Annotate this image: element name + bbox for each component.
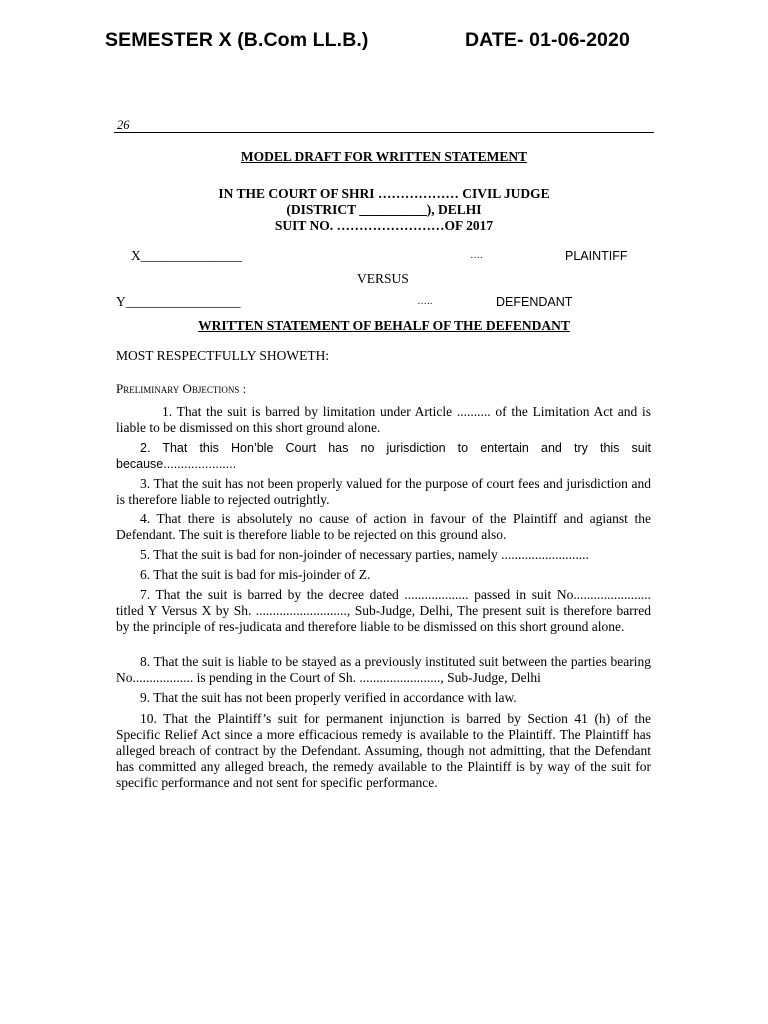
statement-title: WRITTEN STATEMENT OF BEHALF OF THE DEFENDANT [198, 318, 570, 333]
paragraph-2: 2. That this Hon’ble Court has no jurisdiction to entertain and try this suit because..................... [116, 441, 651, 471]
paragraph-3: 3. That the suit has not been properly valued for the purpose of court fees and jurisdiction and is therefore liable to rejected outrightly. [116, 476, 651, 507]
paragraph-9: 9. That the suit has not been properly verified in accordance with law. [140, 690, 517, 705]
document-title: MODEL DRAFT FOR WRITTEN STATEMENT [240, 149, 528, 164]
paragraph-8: 8. That the suit is liable to be stayed as a previously instituted suit between the parties bearing No.................. is pending in the Court of Sh. ........................, Sub-Judge, Delhi [116, 654, 651, 685]
paragraph-7: 7. That the suit is barred by the decree dated ................... passed in suit No....................... titled Y Versus X by Sh. ..........................., Sub-Judge, Delhi, The present suit is therefore barred by the principle of res-judicata and therefore liable to be dismissed on this short ground alone. [116, 587, 651, 634]
header-semester: SEMESTER X (B.Com LL.B.) [105, 29, 369, 51]
party-x-dots: …. [470, 250, 483, 261]
party-y: Y_________________ [116, 294, 241, 309]
plaintiff-label: PLAINTIFF [565, 249, 628, 263]
party-y-dots: ….. [417, 296, 433, 307]
paragraph-6: 6. That the suit is bad for mis-joinder of Z. [140, 567, 371, 582]
paragraph-4: 4. That there is absolutely no cause of action in favour of the Plaintiff and agianst the Defendant. The suit is therefore liable to be rejected on this ground also. [116, 511, 651, 542]
paragraph-1: 1. That the suit is barred by limitation under Article .......... of the Limitation Act and is liable to be dismissed on this short ground alone. [116, 404, 651, 435]
header-date: DATE- 01-06-2020 [465, 29, 630, 51]
showeth-line: MOST RESPECTFULLY SHOWETH: [116, 348, 330, 363]
paragraph-5: 5. That the suit is bad for non-joinder of necessary parties, namely .......................... [140, 547, 589, 562]
page-number: 26 [117, 118, 130, 132]
versus-label: VERSUS [357, 271, 409, 286]
paragraph-10: 10. That the Plaintiff’s suit for permanent injunction is barred by Section 41 (h) of the Specific Relief Act since a more efficacious remedy is available to the Plaintiff. The Plaintiff has alleged breach of contract by the Defendant. Assuming, though not admitting, that the Defendant has committed any alleged breach, the remedy available to the Plaintiff is by way of the suit for specific performance and not sent for specific performance. [116, 711, 651, 790]
court-line-1: IN THE COURT OF SHRI ……………… CIVIL JUDGE [218, 186, 550, 201]
court-line-2: (DISTRICT __________), DELHI [286, 202, 482, 217]
preliminary-objections-heading: Preliminary Objections : [116, 381, 247, 396]
party-x: X_______________ [131, 248, 242, 263]
defendant-label: DEFENDANT [496, 295, 573, 309]
suit-number-line: SUIT NO. ……………………OF 2017 [274, 218, 494, 233]
header-rule [114, 132, 654, 133]
